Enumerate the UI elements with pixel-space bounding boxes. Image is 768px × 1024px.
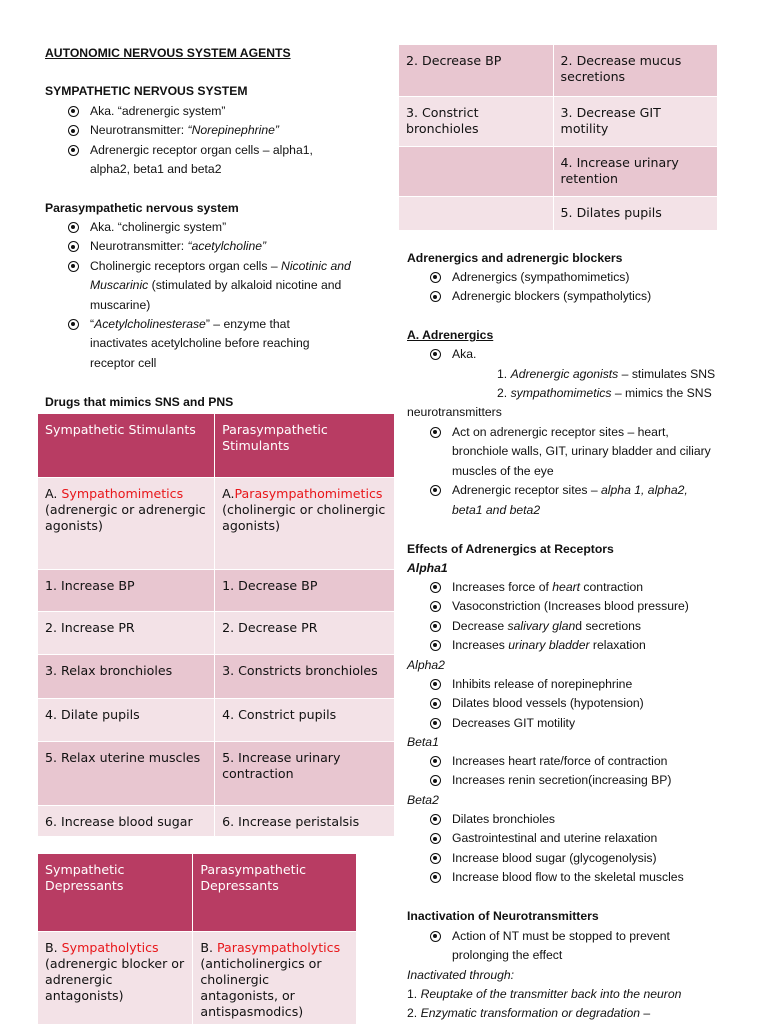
table-row: [38, 806, 395, 837]
bullet-icon: [430, 698, 441, 709]
bullet-icon: [430, 718, 441, 729]
table-cell: A. Sympathomimetics (adrenergic or adrenergic agonists): [38, 478, 215, 570]
table-cell: 6. Increase peristalsis: [215, 806, 395, 837]
list-item: Increases force of heart contraction: [407, 578, 727, 597]
bullet-icon: [68, 222, 79, 233]
table-row: [38, 478, 395, 570]
bullet-icon: [68, 145, 79, 156]
bullet-icon: [68, 261, 79, 272]
list-item: Aka. “adrenergic system”: [45, 102, 395, 121]
bullet-icon: [430, 640, 441, 651]
alpha2-label: Alpha2: [407, 658, 445, 672]
adrenergics-bullet-list: [407, 268, 727, 307]
list-item: Adrenergic receptor sites – alpha 1, alpha2, beta1 and beta2: [407, 481, 732, 520]
alpha1-label: Alpha1: [407, 561, 448, 575]
list-item: Increases urinary bladder relaxation: [407, 636, 727, 655]
list-item: Action of NT must be stopped to prevent prolonging the effect: [407, 927, 727, 966]
bullet-icon: [68, 241, 79, 252]
inactivation-item-1: 1. Reuptake of the transmitter back into the neuron: [407, 987, 682, 1001]
bullet-icon: [430, 872, 441, 883]
table-header-cell: Sympathetic Stimulants: [38, 414, 215, 478]
beta1-list: [407, 752, 727, 791]
aka-list: [407, 345, 727, 364]
bullet-icon: [430, 756, 441, 767]
inactivated-through-label: Inactivated through:: [407, 968, 515, 982]
bullet-icon: [430, 582, 441, 593]
table-cell: 3. Decrease GIT motility: [553, 97, 717, 147]
table-cell: 5. Relax uterine muscles: [38, 742, 215, 806]
list-item: Neurotransmitter: “Norepinephrine”: [45, 121, 395, 140]
table-row: [399, 147, 718, 197]
effects-heading: Effects of Adrenergics at Receptors: [407, 542, 614, 556]
inactivation-list: [407, 927, 727, 966]
sns-heading: SYMPATHETIC NERVOUS SYSTEM: [45, 84, 248, 98]
list-item: Dilates blood vessels (hypotension): [407, 694, 727, 713]
table-row: [38, 612, 395, 655]
list-item: Inhibits release of norepinephrine: [407, 675, 727, 694]
table-cell: 4. Dilate pupils: [38, 699, 215, 742]
aka-item-2: 2. sympathomimetics – mimics the SNS: [497, 386, 712, 400]
beta2-label: Beta2: [407, 793, 439, 807]
table-cell: A.Parasympathomimetics (cholinergic or cholinergic agonists): [215, 478, 395, 570]
bullet-icon: [430, 775, 441, 786]
page-title: AUTONOMIC NERVOUS SYSTEM AGENTS: [45, 46, 291, 60]
list-item: Adrenergics (sympathomimetics): [407, 268, 727, 287]
table-header-row: [38, 854, 357, 932]
table-header-row: [38, 414, 395, 478]
table-header-cell: Parasympathetic Depressants: [193, 854, 357, 932]
table-row: [38, 742, 395, 806]
table-row: [38, 655, 395, 699]
list-item: Neurotransmitter: “acetylcholine”: [45, 237, 395, 256]
table-cell: B. Parasympatholytics (anticholinergics or cholinergic antagonists, or antispasmodics): [193, 932, 357, 1024]
bullet-icon: [430, 291, 441, 302]
table-cell: 4. Constrict pupils: [215, 699, 395, 742]
table-row: [38, 932, 357, 1024]
table-row: [399, 197, 718, 231]
list-item: Cholinergic receptors organ cells – Nicotinic and Muscarinic (stimulated by alkaloid nicotine and muscarine): [45, 257, 395, 315]
bullet-icon: [68, 125, 79, 136]
table-cell: 4. Increase urinary retention: [553, 147, 717, 197]
pns-heading: Parasympathetic nervous system: [45, 201, 239, 215]
list-item: “Acetylcholinesterase” – enzyme that inactivates acetylcholine before reaching receptor cell: [45, 315, 395, 373]
bullet-icon: [430, 427, 441, 438]
list-item: Increase blood sugar (glycogenolysis): [407, 849, 727, 868]
continued-table: [398, 44, 718, 231]
pns-bullet-list: [45, 218, 395, 373]
list-item: Gastrointestinal and uterine relaxation: [407, 829, 727, 848]
table-row: [399, 45, 718, 97]
adrenergics-sites-list: [407, 423, 732, 520]
table-cell: 6. Increase blood sugar: [38, 806, 215, 837]
adrenergics-blockers-heading: Adrenergics and adrenergic blockers: [407, 251, 623, 265]
list-item: Dilates bronchioles: [407, 810, 727, 829]
list-item: Aka. “cholinergic system”: [45, 218, 395, 237]
table-cell: 2. Decrease BP: [399, 45, 554, 97]
beta2-list: [407, 810, 727, 888]
bullet-icon: [430, 931, 441, 942]
sns-bullet-list: [45, 102, 395, 180]
bullet-icon: [68, 106, 79, 117]
bullet-icon: [430, 833, 441, 844]
list-item: Decreases GIT motility: [407, 714, 727, 733]
list-item: Decrease salivary gland secretions: [407, 617, 727, 636]
stimulants-table: [37, 413, 395, 837]
table-cell: 1. Increase BP: [38, 570, 215, 612]
table-header-cell: Sympathetic Depressants: [38, 854, 193, 932]
aka-item-1: 1. Adrenergic agonists – stimulates SNS: [497, 367, 716, 381]
beta1-label: Beta1: [407, 735, 439, 749]
table-header-cell: Parasympathetic Stimulants: [215, 414, 395, 478]
list-item: Adrenergic blockers (sympatholytics): [407, 287, 727, 306]
bullet-icon: [430, 853, 441, 864]
bullet-icon: [430, 679, 441, 690]
bullet-icon: [430, 814, 441, 825]
section-a-heading: A. Adrenergics: [407, 328, 494, 342]
table-cell: [399, 147, 554, 197]
table-row: [399, 97, 718, 147]
table-cell: 2. Decrease mucus secretions: [553, 45, 717, 97]
list-item: Aka.: [407, 345, 727, 364]
alpha1-list: [407, 578, 727, 656]
list-item: Increases renin secretion(increasing BP): [407, 771, 727, 790]
bullet-icon: [430, 272, 441, 283]
table-cell: 5. Increase urinary contraction: [215, 742, 395, 806]
drugs-heading: Drugs that mimics SNS and PNS: [45, 395, 234, 409]
table-cell: 3. Relax bronchioles: [38, 655, 215, 699]
table-cell: 1. Decrease BP: [215, 570, 395, 612]
table-cell: 5. Dilates pupils: [553, 197, 717, 231]
aka-item-2-wrap: neurotransmitters: [407, 405, 502, 419]
inactivation-item-2: 2. Enzymatic transformation or degradation –: [407, 1006, 651, 1020]
bullet-icon: [430, 349, 441, 360]
list-item: Vasoconstriction (Increases blood pressure): [407, 597, 727, 616]
inactivation-heading: Inactivation of Neurotransmitters: [407, 909, 599, 923]
alpha2-list: [407, 675, 727, 733]
table-cell: B. Sympatholytics (adrenergic blocker or adrenergic antagonists): [38, 932, 193, 1024]
list-item: Adrenergic receptor organ cells – alpha1, alpha2, beta1 and beta2: [45, 141, 395, 180]
bullet-icon: [430, 485, 441, 496]
table-cell: [399, 197, 554, 231]
list-item: Increases heart rate/force of contraction: [407, 752, 727, 771]
table-row: [38, 699, 395, 742]
table-cell: 2. Decrease PR: [215, 612, 395, 655]
depressants-table: [37, 853, 357, 1024]
table-cell: 3. Constricts bronchioles: [215, 655, 395, 699]
list-item: Act on adrenergic receptor sites – heart, bronchiole walls, GIT, urinary bladder and ciliary muscles of the eye: [407, 423, 732, 481]
bullet-icon: [430, 601, 441, 612]
list-item: Increase blood flow to the skeletal muscles: [407, 868, 727, 887]
bullet-icon: [430, 621, 441, 632]
table-cell: 2. Increase PR: [38, 612, 215, 655]
table-cell: 3. Constrict bronchioles: [399, 97, 554, 147]
bullet-icon: [68, 319, 79, 330]
table-row: [38, 570, 395, 612]
